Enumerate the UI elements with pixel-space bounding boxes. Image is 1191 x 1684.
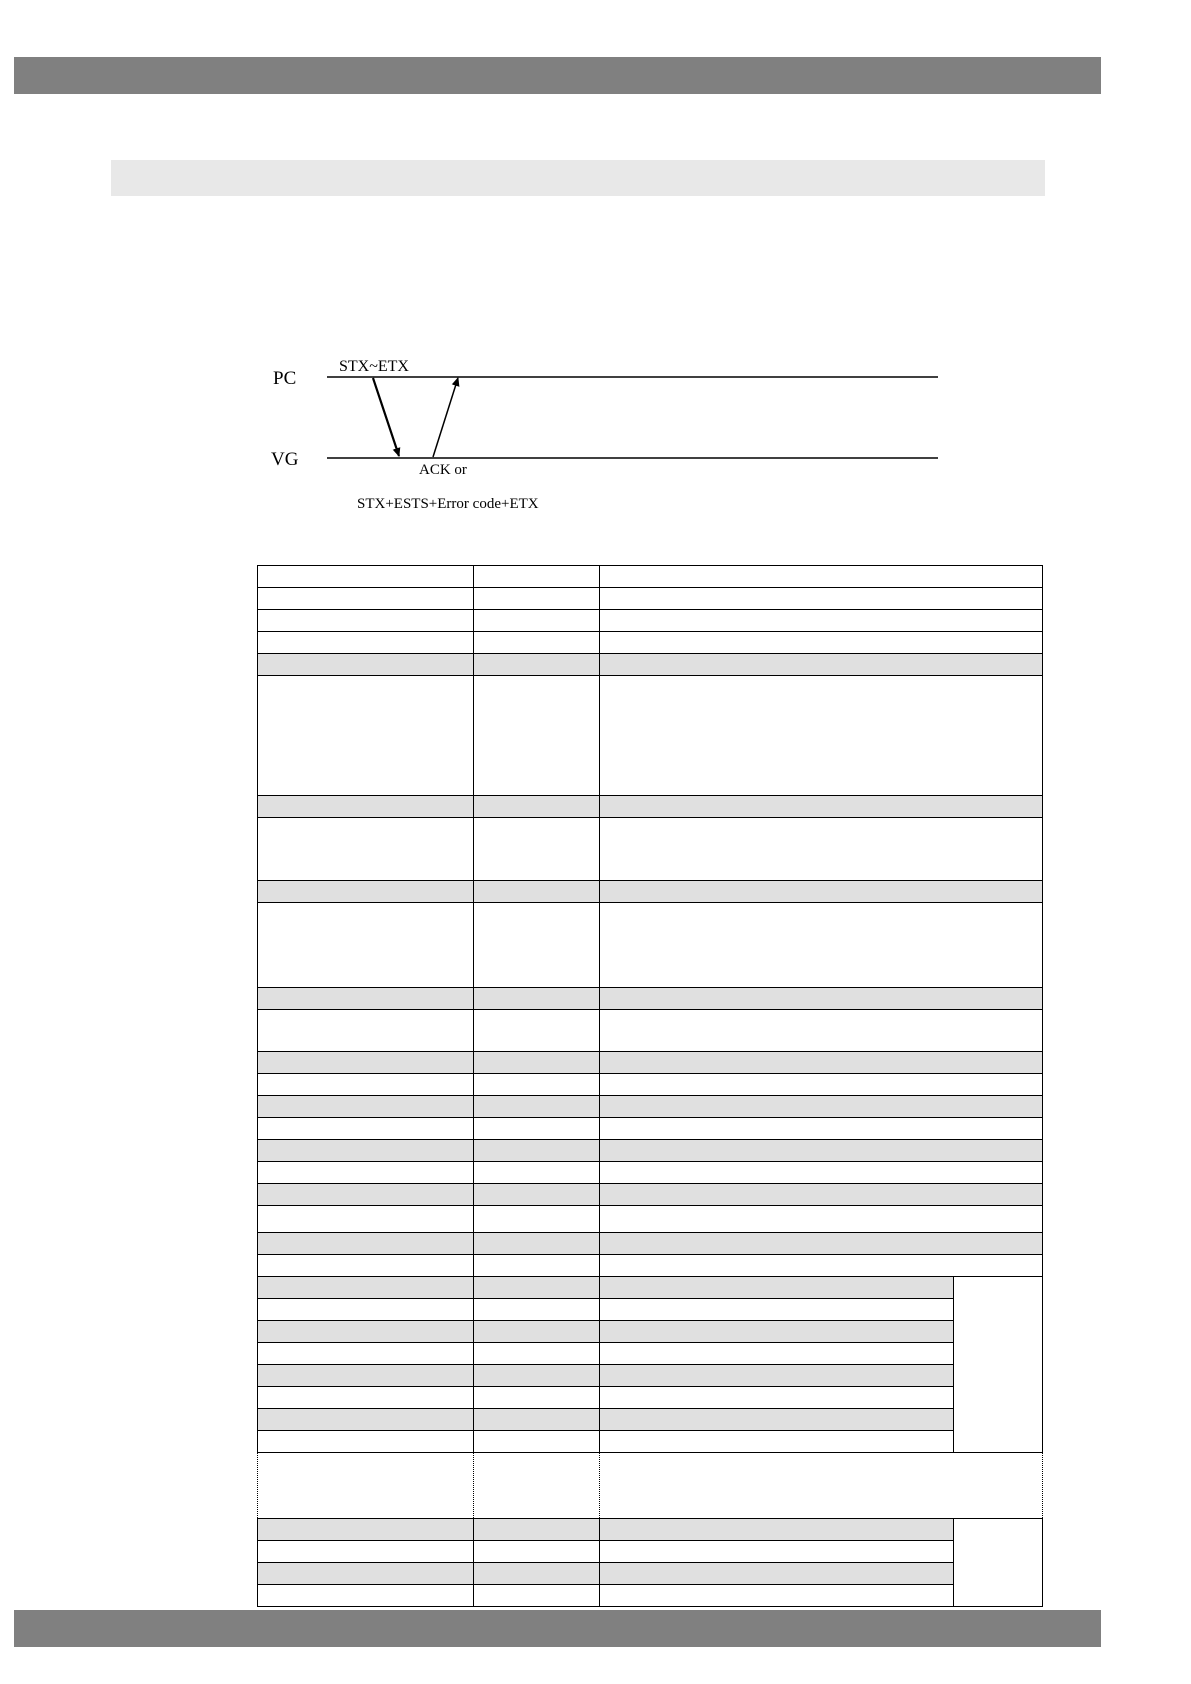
table-cell <box>258 1206 474 1233</box>
table-cell <box>474 1010 600 1052</box>
table-row <box>258 1118 1043 1140</box>
table-cell <box>600 1074 1043 1096</box>
reply-label-ack: ACK or <box>419 462 467 478</box>
table-cell <box>600 1206 1043 1233</box>
table-cell <box>600 1409 954 1431</box>
reply-arrow <box>433 378 458 457</box>
table-cell <box>474 1519 600 1541</box>
table-row <box>258 1585 1043 1607</box>
table-cell <box>474 1299 600 1321</box>
table-row <box>258 1184 1043 1206</box>
table-cell <box>600 1541 954 1563</box>
table-row <box>258 903 1043 988</box>
table-cell <box>600 1277 954 1299</box>
table-cell <box>258 654 474 676</box>
table-cell <box>600 1184 1043 1206</box>
table-cell <box>258 1387 474 1409</box>
table-row <box>258 1010 1043 1052</box>
table-cell <box>474 1118 600 1140</box>
table-cell <box>258 1563 474 1585</box>
table-cell <box>600 1299 954 1321</box>
table-row <box>258 1299 1043 1321</box>
table-cell <box>474 654 600 676</box>
table-cell <box>474 676 600 796</box>
merged-side-cell <box>954 1519 1043 1607</box>
table-cell <box>258 632 474 654</box>
table-row <box>258 1206 1043 1233</box>
table-cell <box>600 654 1043 676</box>
table-row <box>258 1074 1043 1096</box>
table-cell <box>600 796 1043 818</box>
table-cell <box>258 1233 474 1255</box>
table-cell <box>258 1365 474 1387</box>
table-cell <box>474 818 600 881</box>
table-row <box>258 1453 1043 1519</box>
table-cell <box>600 588 1043 610</box>
table-row <box>258 1096 1043 1118</box>
table-row <box>258 654 1043 676</box>
table-cell <box>258 1255 474 1277</box>
table-cell <box>600 1453 1043 1519</box>
table-row <box>258 1365 1043 1387</box>
table-row <box>258 1052 1043 1074</box>
table-cell <box>474 1387 600 1409</box>
table-row <box>258 881 1043 903</box>
table-cell <box>258 1431 474 1453</box>
table-cell <box>474 1052 600 1074</box>
table-cell <box>258 988 474 1010</box>
header-bar <box>14 57 1101 94</box>
table-cell <box>258 1343 474 1365</box>
table-cell <box>600 1118 1043 1140</box>
table-cell <box>600 1563 954 1585</box>
table-cell <box>600 676 1043 796</box>
table-row <box>258 676 1043 796</box>
table-cell <box>474 881 600 903</box>
table-cell <box>258 1585 474 1607</box>
table-row <box>258 1233 1043 1255</box>
table-cell <box>474 1277 600 1299</box>
table-cell <box>600 1255 1043 1277</box>
table-cell <box>600 1162 1043 1184</box>
table-cell <box>474 1343 600 1365</box>
table-cell <box>258 1162 474 1184</box>
table-cell <box>258 1074 474 1096</box>
table-row <box>258 1255 1043 1277</box>
table-cell <box>474 1321 600 1343</box>
pc-label: PC <box>273 368 297 389</box>
table-cell <box>258 1299 474 1321</box>
table-cell <box>474 610 600 632</box>
table-cell <box>474 1365 600 1387</box>
table-cell <box>474 1409 600 1431</box>
table-cell <box>600 903 1043 988</box>
table-cell <box>474 1184 600 1206</box>
table-cell <box>474 903 600 988</box>
table-cell <box>600 1233 1043 1255</box>
table-row <box>258 588 1043 610</box>
table-row <box>258 1162 1043 1184</box>
table-cell <box>600 1431 954 1453</box>
table-cell <box>600 1585 954 1607</box>
table-cell <box>258 676 474 796</box>
table-cell <box>600 1010 1043 1052</box>
table-cell <box>258 1184 474 1206</box>
section-heading-band <box>111 160 1045 196</box>
table-cell <box>474 1453 600 1519</box>
table-cell <box>474 1162 600 1184</box>
table-row <box>258 1409 1043 1431</box>
table-cell <box>600 881 1043 903</box>
table-row <box>258 632 1043 654</box>
table-row <box>258 1321 1043 1343</box>
table-cell <box>258 1453 474 1519</box>
table-cell <box>258 1010 474 1052</box>
table-cell <box>474 1563 600 1585</box>
table-cell <box>600 566 1043 588</box>
table-row <box>258 1519 1043 1541</box>
table-cell <box>474 588 600 610</box>
table-cell <box>258 1140 474 1162</box>
table-cell <box>474 632 600 654</box>
table-row <box>258 988 1043 1010</box>
table-cell <box>600 1343 954 1365</box>
table-cell <box>600 1140 1043 1162</box>
table-row <box>258 1431 1043 1453</box>
table-row <box>258 566 1043 588</box>
table-row <box>258 1541 1043 1563</box>
table-cell <box>258 1096 474 1118</box>
table-cell <box>474 1541 600 1563</box>
reply-label-error: STX+ESTS+Error code+ETX <box>357 496 539 512</box>
table-row <box>258 610 1043 632</box>
send-label: STX~ETX <box>339 358 409 375</box>
table-cell <box>474 566 600 588</box>
vg-label: VG <box>271 449 299 470</box>
table-cell <box>258 1052 474 1074</box>
table-cell <box>258 610 474 632</box>
table-cell <box>258 881 474 903</box>
command-table <box>257 565 1043 1607</box>
table-cell <box>474 1096 600 1118</box>
table-cell <box>474 1140 600 1162</box>
table-cell <box>600 1519 954 1541</box>
table-cell <box>258 818 474 881</box>
table-cell <box>258 1519 474 1541</box>
table-cell <box>474 796 600 818</box>
table-cell <box>600 1387 954 1409</box>
table-cell <box>474 988 600 1010</box>
table-cell <box>258 1541 474 1563</box>
table-cell <box>474 1431 600 1453</box>
send-arrow <box>373 378 399 456</box>
table-row <box>258 1140 1043 1162</box>
table-cell <box>600 988 1043 1010</box>
table-cell <box>258 1409 474 1431</box>
table-cell <box>474 1074 600 1096</box>
table-cell <box>258 1277 474 1299</box>
table-cell <box>258 903 474 988</box>
table-cell <box>600 632 1043 654</box>
table-cell <box>600 1096 1043 1118</box>
table-cell <box>474 1233 600 1255</box>
table-cell <box>258 588 474 610</box>
table-cell <box>258 1321 474 1343</box>
table-cell <box>474 1206 600 1233</box>
table-cell <box>474 1585 600 1607</box>
table-row <box>258 1343 1043 1365</box>
table-row <box>258 1563 1043 1585</box>
communication-sequence-diagram <box>250 345 950 525</box>
table-cell <box>258 1118 474 1140</box>
merged-side-cell <box>954 1277 1043 1453</box>
table-cell <box>600 610 1043 632</box>
table-cell <box>474 1255 600 1277</box>
table-cell <box>600 818 1043 881</box>
table-cell <box>258 566 474 588</box>
table-row <box>258 818 1043 881</box>
table-cell <box>600 1365 954 1387</box>
table-cell <box>600 1052 1043 1074</box>
table-row <box>258 796 1043 818</box>
footer-bar <box>14 1610 1101 1647</box>
table-cell <box>600 1321 954 1343</box>
table-row <box>258 1387 1043 1409</box>
table-row <box>258 1277 1043 1299</box>
table-cell <box>258 796 474 818</box>
